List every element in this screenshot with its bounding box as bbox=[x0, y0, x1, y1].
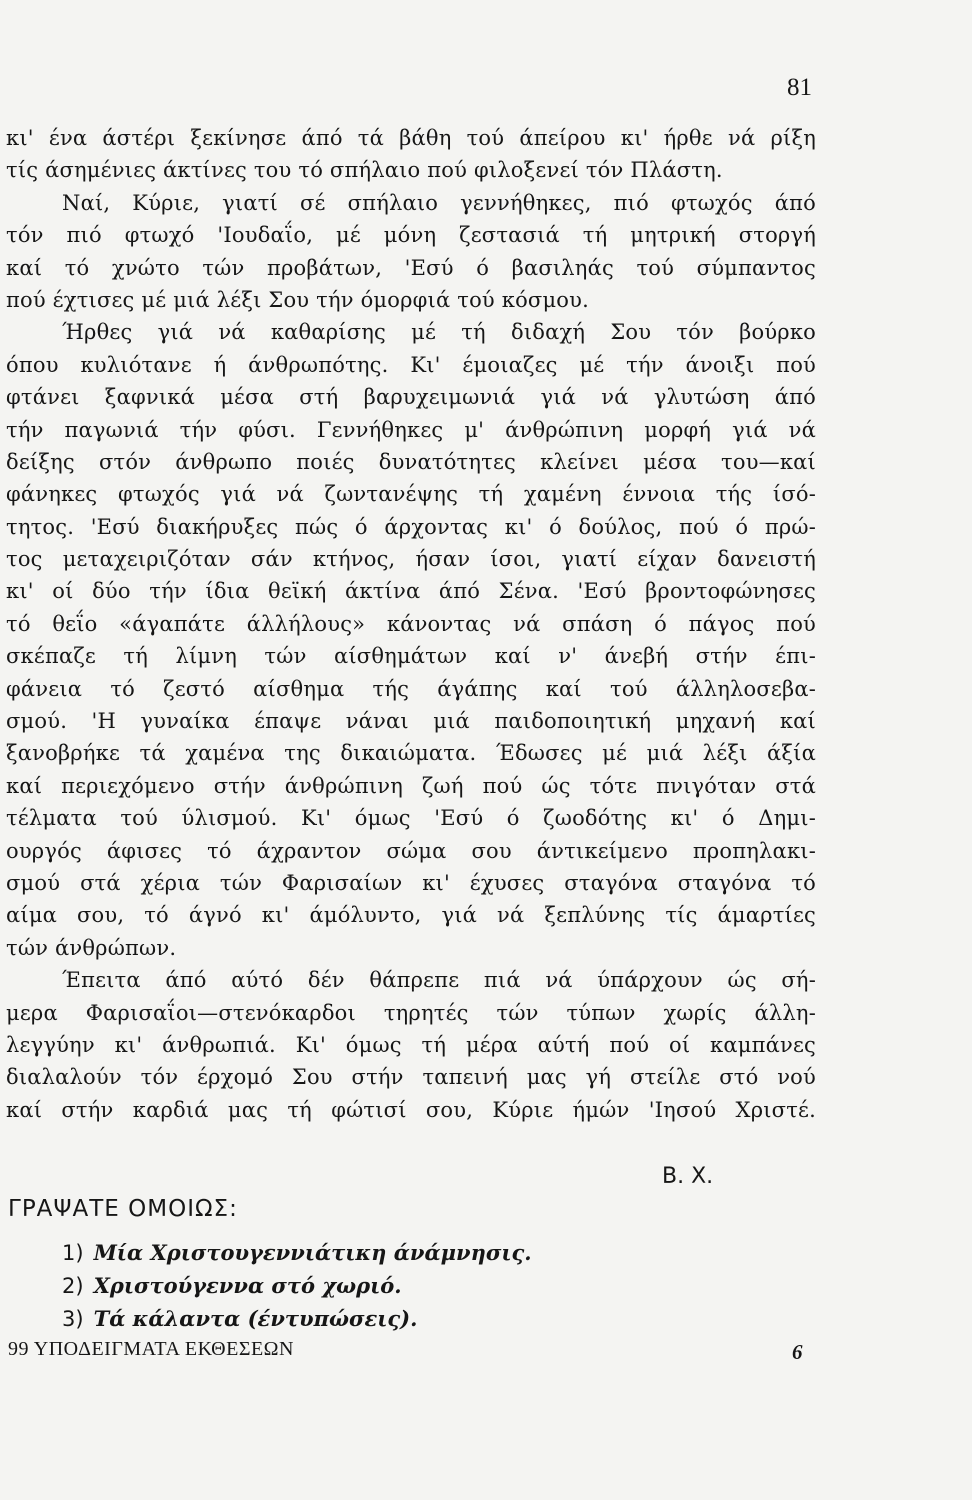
text-line: κι' οί δύο τήν ίδια θεϊκή άκτίνα άπό Σένα. 'Εσύ βροντοφώνησες bbox=[6, 579, 816, 604]
text-line: λεγγύην κι' άνθρωπιά. Κι' όμως τή μέρα αύτή πού οί καμπάνες bbox=[6, 1032, 816, 1057]
text-line: ξανοβρήκε τά χαμένα της δικαιώματα. Έδωσες μέ μιά λέξι άξία bbox=[6, 741, 816, 766]
topic-title: Χριστούγεννα στό χωριό. bbox=[93, 1273, 402, 1298]
topic-list bbox=[62, 1236, 532, 1335]
body-text bbox=[6, 122, 816, 1126]
text-line: τητος. 'Εσύ διακήρυξες πώς ό άρχοντας κι' ό δούλος, πού ό πρώ- bbox=[6, 514, 816, 539]
list-item bbox=[62, 1269, 532, 1302]
text-line: κι' ένα άστέρι ξεκίνησε άπό τά βάθη τού άπείρου κι' ήρθε νά ρίξη bbox=[6, 126, 816, 150]
text-line: διαλαλούν τόν έρχομό Σου στήν ταπεινή μας γή στείλε στό νού bbox=[6, 1065, 816, 1090]
text-line: φάνεια τό ζεστό αίσθημα τής άγάπης καί τού άλληλοσεβα- bbox=[6, 676, 816, 701]
text-line: Έπειτα άπό αύτό δέν θάπρεπε πιά νά ύπάρχουν ώς σή- bbox=[62, 968, 816, 993]
footer-signature-mark: 6 bbox=[792, 1340, 803, 1364]
text-line: σμού. 'Η γυναίκα έπαψε νάναι μιά παιδοποιητική μηχανή καί bbox=[6, 709, 816, 734]
text-line: τίς άσημένιες άκτίνες του τό σπήλαιο πού φιλοξενεί τόν Πλάστη. bbox=[6, 158, 723, 183]
page-number: 81 bbox=[787, 74, 812, 101]
list-item bbox=[62, 1236, 532, 1269]
topic-number: 1) bbox=[62, 1241, 84, 1265]
text-line: καί τό χνώτο τών προβάτων, 'Εσύ ό βασιληάς τού σύμπαντος bbox=[6, 255, 816, 280]
text-line: τόν πιό φτωχό 'Ιουδαΐο, μέ μόνη ζεστασιά τή μητρική στοργή bbox=[6, 223, 816, 248]
topic-number: 2) bbox=[62, 1274, 84, 1298]
text-line: σκέπαζε τή λίμνη τών αίσθημάτων καί ν' άνεβή στήν έπι- bbox=[6, 644, 816, 669]
footer-book-title: 99 ΥΠΟΔΕΙΓΜΑΤΑ ΕΚΘΕΣΕΩΝ bbox=[8, 1338, 294, 1360]
text-line: τος μεταχειριζόταν σάν κτήνος, ήσαν ίσοι, γιατί είχαν δανειστή bbox=[6, 547, 816, 572]
topic-number: 3) bbox=[62, 1307, 84, 1331]
text-line: δείξης στόν άνθρωπο ποιές δυνατότητες κλείνει μέσα του—καί bbox=[6, 449, 816, 474]
text-line: καί στήν καρδιά μας τή φώτισί σου, Κύριε ήμών 'Ιησού Χριστέ. bbox=[6, 1097, 816, 1122]
text-line: μερα Φαρισαΐοι—στενόκαρδοι τηρητές τών τύπων χωρίς άλλη- bbox=[6, 1000, 816, 1025]
text-line: φτάνει ξαφνικά μέσα στή βαρυχειμωνιά γιά νά γλυτώση άπό bbox=[6, 385, 816, 410]
section-heading: ΓΡΑΨΑΤΕ ΟΜΟΙΩΣ: bbox=[8, 1196, 238, 1222]
text-line: τέλματα τού ύλισμού. Κι' όμως 'Εσύ ό ζωοδότης κι' ό Δημι- bbox=[6, 806, 816, 831]
topic-title: Τά κάλαντα (έντυπώσεις). bbox=[93, 1306, 418, 1331]
topic-title: Μία Χριστουγεννιάτικη άνάμνησις. bbox=[93, 1240, 532, 1265]
author-initials: Β. Χ. bbox=[662, 1164, 714, 1189]
text-line: τό θεΐο «άγαπάτε άλλήλους» κάνοντας νά σπάση ό πάγος πού bbox=[6, 611, 816, 636]
text-line: τών άνθρώπων. bbox=[6, 935, 177, 960]
text-line: καί περιεχόμενο στήν άνθρώπινη ζωή πού ώς τότε πνιγόταν στά bbox=[6, 773, 816, 798]
text-line: σμού στά χέρια τών Φαρισαίων κι' έχυσες σταγόνα σταγόνα τό bbox=[6, 870, 816, 895]
text-line: τήν παγωνιά τήν φύσι. Γεννήθηκες μ' άνθρώπινη μορφή γιά νά bbox=[6, 417, 816, 442]
text-line: όπου κυλιότανε ή άνθρωπότης. Κι' έμοιαζες μέ τήν άνοιξι πού bbox=[6, 352, 816, 377]
text-line: φάνηκες φτωχός γιά νά ζωντανέψης τή χαμένη έννοια τής ίσό- bbox=[6, 482, 816, 507]
text-line: Ήρθες γιά νά καθαρίσης μέ τή διδαχή Σου τόν βούρκο bbox=[62, 320, 816, 345]
list-item bbox=[62, 1302, 532, 1335]
text-line: αίμα σου, τό άγνό κι' άμόλυντο, γιά νά ξεπλύνης τίς άμαρτίες bbox=[6, 903, 816, 928]
text-line: ουργός άφισες τό άχραντον σώμα σου άντικείμενο προπηλακι- bbox=[6, 838, 816, 863]
text-line: πού έχτισες μέ μιά λέξι Σου τήν όμορφιά τού κόσμου. bbox=[6, 287, 589, 312]
text-line: Ναί, Κύριε, γιατί σέ σπήλαιο γεννήθηκες, πιό φτωχός άπό bbox=[62, 190, 816, 215]
